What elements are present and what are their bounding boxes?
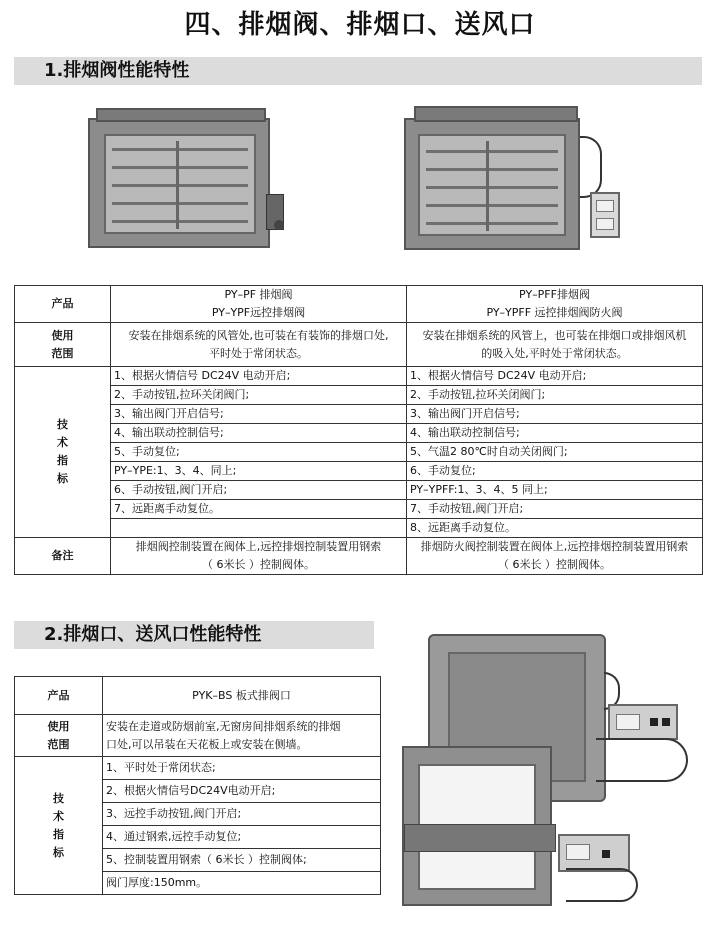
tech-item-2: 3、远控手动按钮,阀门开启; bbox=[103, 803, 381, 826]
tech-item-3: 4、通过钢索,远控手动复位; bbox=[103, 826, 381, 849]
tech-item-1-6: 6、手动按钮,阀门开启; bbox=[111, 481, 407, 500]
table-row bbox=[15, 424, 703, 443]
tech-item-1-1: 2、手动按钮,拉环关闭阀门; bbox=[111, 386, 407, 405]
table-row bbox=[15, 323, 703, 367]
tech-item-1-5: PY–YPE:1、3、4、同上; bbox=[111, 462, 407, 481]
tech-item-1: 2、根据火情信号DC24V电动开启; bbox=[103, 780, 381, 803]
row-label-tech: 技 术 指 标 bbox=[15, 757, 103, 895]
tech-item-2-2: 3、输出阀门开启信号; bbox=[407, 405, 703, 424]
tech-item-5: 阀门厚度:150mm。 bbox=[103, 872, 381, 895]
tech-item-2-0: 1、根据火情信号 DC24V 电动开启; bbox=[407, 367, 703, 386]
tech-item-1-4: 5、手动复位; bbox=[111, 443, 407, 462]
row-label-scope: 使用 范围 bbox=[15, 715, 103, 757]
table-row bbox=[15, 462, 703, 481]
table-row bbox=[15, 715, 381, 757]
tech-item-2-3: 4、输出联动控制信号; bbox=[407, 424, 703, 443]
table-row bbox=[15, 538, 703, 575]
smoke-fire-valve-photo-2 bbox=[404, 106, 624, 252]
row-label-remark: 备注 bbox=[15, 538, 111, 575]
table-row bbox=[15, 443, 703, 462]
smoke-outlet-photo bbox=[396, 634, 696, 910]
table-row bbox=[15, 286, 703, 323]
row-label-product: 产品 bbox=[15, 286, 111, 323]
table-row bbox=[15, 386, 703, 405]
tech-item-1-0: 1、根据火情信号 DC24V 电动开启; bbox=[111, 367, 407, 386]
remark-text-2: 排烟防火阀控制装置在阀体上,远控排烟控制装置用钢索 （ 6米长 ）控制阀体。 bbox=[407, 538, 703, 575]
tech-item-4: 5、控制装置用钢索（ 6米长 ）控制阀体; bbox=[103, 849, 381, 872]
product-name-1: PY–PF 排烟阀 PY–YPF远控排烟阀 bbox=[111, 286, 407, 323]
tech-item-1-2: 3、输出阀门开启信号; bbox=[111, 405, 407, 424]
table-row bbox=[15, 519, 703, 538]
tech-item-2-8: 8、远距离手动复位。 bbox=[407, 519, 703, 538]
product-name-2: PY–PFF排烟阀 PY–YPFF 远控排烟阀防火阀 bbox=[407, 286, 703, 323]
tech-item-2-1: 2、手动按钮,拉环关闭阀门; bbox=[407, 386, 703, 405]
scope-text-1: 安装在排烟系统的风管处,也可装在有装饰的排烟口处, 平时处于常闭状态。 bbox=[111, 323, 407, 367]
tech-item-2-5: 6、手动复位; bbox=[407, 462, 703, 481]
product-name: PYK–BS 板式排阀口 bbox=[103, 677, 381, 715]
scope-text: 安装在走道或防烟前室,无窗房间排烟系统的排烟 口处,可以吊装在天花板上或安装在侧墙。 bbox=[103, 715, 381, 757]
table-row bbox=[15, 367, 703, 386]
tech-item-1-7: 7、远距离手动复位。 bbox=[111, 500, 407, 519]
smoke-valve-spec-table bbox=[14, 285, 703, 575]
page-title: 四、排烟阀、排烟口、送风口 bbox=[184, 10, 536, 40]
section2-heading: 2.排烟口、送风口性能特性 bbox=[14, 621, 374, 649]
remark-text-1: 排烟阀控制装置在阀体上,远控排烟控制装置用钢索 （ 6米长 ）控制阀体。 bbox=[111, 538, 407, 575]
scope-text-2: 安装在排烟系统的风管上，也可装在排烟口或排烟风机 的吸入处,平时处于常闭状态。 bbox=[407, 323, 703, 367]
smoke-valve-photo-1 bbox=[88, 108, 288, 250]
smoke-outlet-spec-table bbox=[14, 676, 381, 895]
row-label-product: 产品 bbox=[15, 677, 103, 715]
tech-item-2-4: 5、气温2 80℃时自动关闭阀门; bbox=[407, 443, 703, 462]
tech-item-2-6: PY–YPFF:1、3、4、5 同上; bbox=[407, 481, 703, 500]
tech-item-1-3: 4、输出联动控制信号; bbox=[111, 424, 407, 443]
tech-item-1-8 bbox=[111, 519, 407, 538]
table-row bbox=[15, 500, 703, 519]
table-row bbox=[15, 481, 703, 500]
table-row bbox=[15, 405, 703, 424]
section1-heading: 1.排烟阀性能特性 bbox=[14, 57, 702, 85]
row-label-tech: 技 术 指 标 bbox=[15, 367, 111, 538]
tech-item-0: 1、平时处于常闭状态; bbox=[103, 757, 381, 780]
table-row bbox=[15, 677, 381, 715]
row-label-scope: 使用 范围 bbox=[15, 323, 111, 367]
table-row bbox=[15, 757, 381, 780]
tech-item-2-7: 7、手动按钮,阀门开启; bbox=[407, 500, 703, 519]
